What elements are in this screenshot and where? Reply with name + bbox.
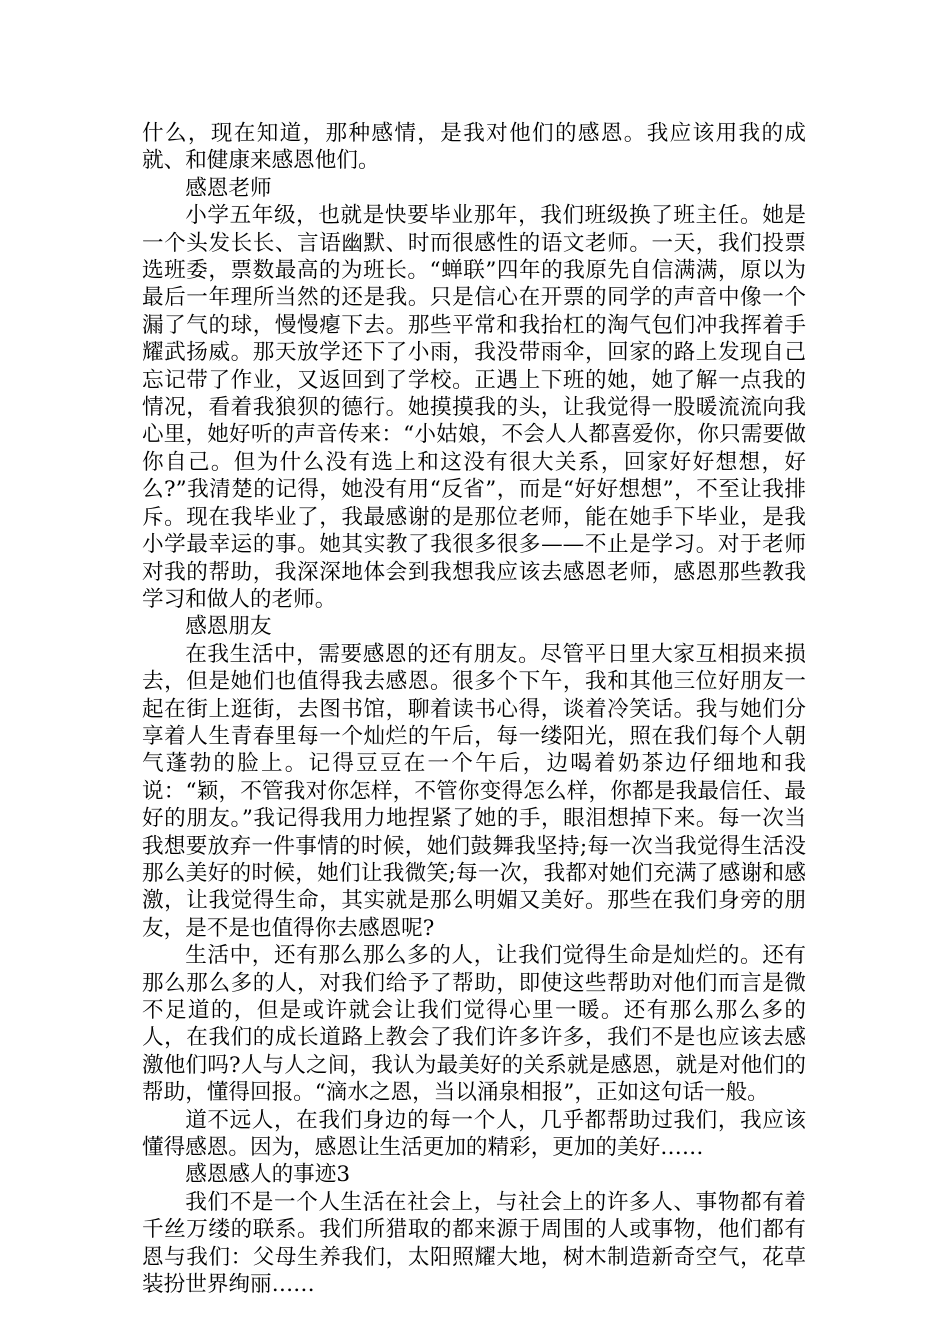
section-heading-friends: 感恩朋友 (185, 614, 272, 640)
paragraph-conclusion: 道不远人，在我们身边的每一个人，几乎都帮助过我们，我应该懂得感恩。因为，感恩让生活更加的精彩，更加的美好…… (142, 1107, 806, 1161)
section-heading-teacher: 感恩老师 (185, 175, 272, 201)
paragraph-teacher: 小学五年级，也就是快要毕业那年，我们班级换了班主任。她是一个头发长长、言语幽默、时而很感性的语文老师。一天，我们投票选班委，票数最高的为班长。“蝉联”四年的我原先自信满满，原以为最后一年理所当然的还是我。只是信心在开票的同学的声音中像一个漏了气的球，慢慢瘪下去。那些平常和我抬杠的淘气包们冲我挥着手耀武扬威。那天放学还下了小雨，我没带雨伞，回家的路上发现自己忘记带了作业，又返回到了学校。正遇上下班的她，她了解一点我的情况，看着我狼狈的德行。她摸摸我的头，让我觉得一股暖流流向我心里，她好听的声音传来：“小姑娘，不会人人都喜爱你，你只需要做你自己。但为什么没有选上和这没有很大关系，回家好好想想，好么?”我清楚的记得，她没有用“反省”，而是“好好想想”，不至让我排斥。现在我毕业了，我最感谢的是那位老师，能在她手下毕业，是我小学最幸运的事。她其实教了我很多很多——不止是学习。对于老师对我的帮助，我深深地体会到我想我应该去感恩老师，感恩那些教我学习和做人的老师。 (142, 203, 806, 612)
section-heading-story-3: 感恩感人的事迹3 (185, 1162, 351, 1188)
paragraph-life: 生活中，还有那么那么多的人，让我们觉得生命是灿烂的。还有那么那么多的人，对我们给予了帮助，即使这些帮助对他们而言是微不足道的，但是或许就会让我们觉得心里一暖。还有那么那么多的人，在我们的成长道路上教会了我们许多许多，我们不是也应该去感激他们吗?人与人之间，我认为最美好的关系就是感恩，就是对他们的帮助，懂得回报。“滴水之恩，当以涌泉相报”，正如这句话一般。 (142, 943, 806, 1106)
document-body (142, 120, 806, 1298)
paragraph-friends: 在我生活中，需要感恩的还有朋友。尽管平日里大家互相损来损去，但是她们也值得我去感恩。很多个下午，我和其他三位好朋友一起在街上逛街，去图书馆，聊着读书心得，谈着冷笑话。我与她们分享着人生青春里每一个灿烂的午后，每一缕阳光，照在我们每个人朝气蓬勃的脸上。记得豆豆在一个午后，边喝着奶茶边仔细地和我说：“颖，不管我对你怎样，不管你变得怎么样，你都是我最信任、最好的朋友。”我记得我用力地捏紧了她的手，眼泪想掉下来。每一次当我想要放弃一件事情的时候，她们鼓舞我坚持;每一次当我觉得生活没那么美好的时候，她们让我微笑;每一次，我都对她们充满了感谢和感激，让我觉得生命，其实就是那么明媚又美好。那些在我们身旁的朋友，是不是也值得你去感恩呢? (142, 641, 806, 941)
paragraph-society: 我们不是一个人生活在社会上，与社会上的许多人、事物都有着千丝万缕的联系。我们所猎取的都来源于周围的人或事物，他们都有恩与我们：父母生养我们，太阳照耀大地，树木制造新奇空气，花草装扮世界绚丽…… (142, 1189, 806, 1298)
paragraph-continuation: 什么，现在知道，那种感情，是我对他们的感恩。我应该用我的成就、和健康来感恩他们。 (142, 121, 806, 174)
